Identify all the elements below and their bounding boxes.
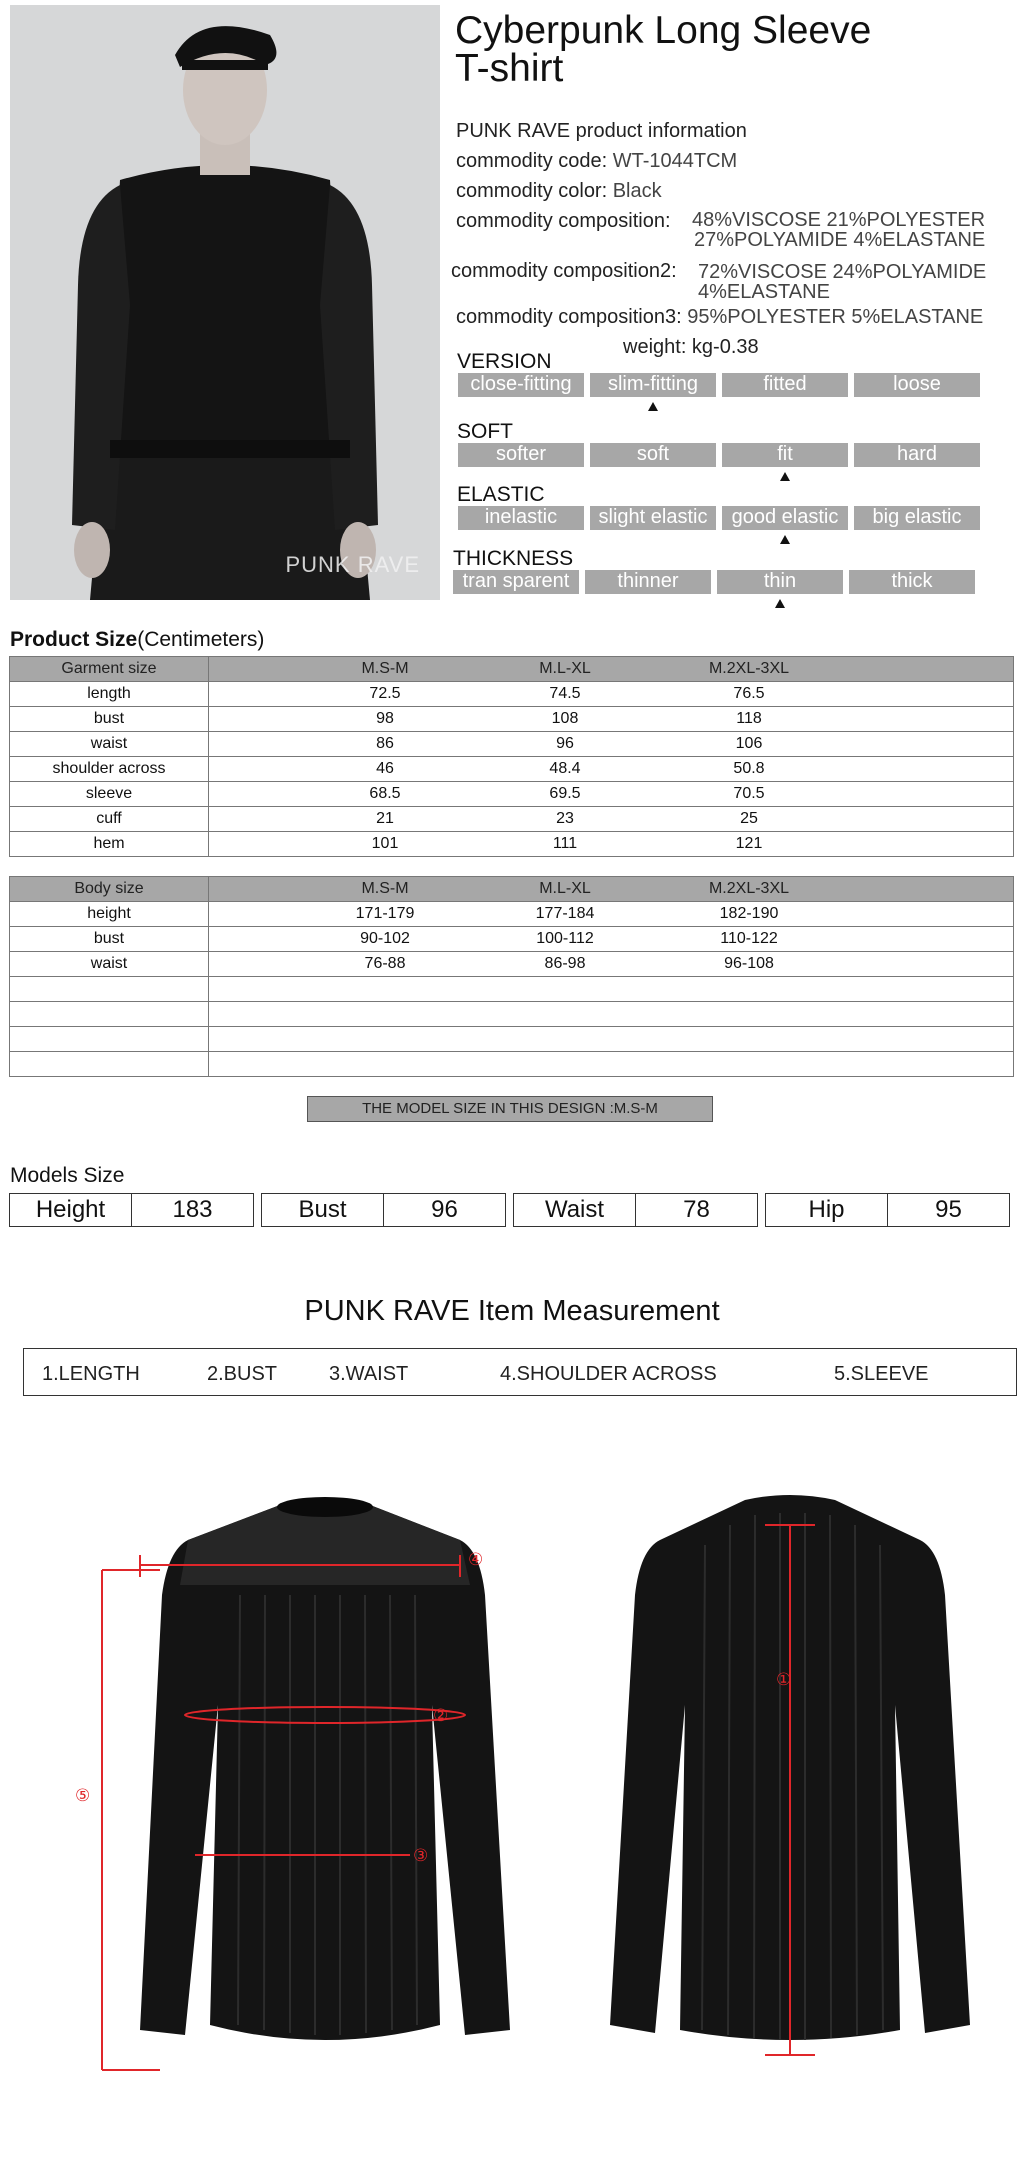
row-values <box>209 707 1014 732</box>
commodity-composition2-value: 72%VISCOSE 24%POLYAMIDE 4%ELASTANE <box>698 261 987 303</box>
elastic-label: ELASTIC <box>457 483 545 506</box>
marker-1-icon: ① <box>776 1670 792 1690</box>
soft-option: hard <box>854 443 980 467</box>
thickness-label: THICKNESS <box>453 547 574 570</box>
version-scale <box>458 373 980 397</box>
cell-value: 48.4 <box>549 760 581 777</box>
table-row <box>10 807 1014 832</box>
cell-value: 171-179 <box>355 905 415 922</box>
brand-info: PUNK RAVE product information <box>456 120 747 142</box>
model-stat-value: 95 <box>887 1194 1009 1226</box>
cell-value: 108 <box>551 710 579 727</box>
garment-size-header-label: Garment size <box>10 657 209 682</box>
row-label: cuff <box>10 807 209 832</box>
cell-value: 50.8 <box>733 760 765 777</box>
measurement-title: PUNK RAVE Item Measurement <box>304 1295 720 1327</box>
soft-label: SOFT <box>457 420 513 443</box>
selected-marker-icon <box>648 402 658 411</box>
commodity-code: commodity code: WT-1044TCM <box>456 150 738 172</box>
cell-value: 21 <box>376 810 394 827</box>
soft-scale <box>458 443 980 467</box>
measurement-item: 5.SLEEVE <box>834 1363 929 1385</box>
cell-value: 100-112 <box>536 930 594 947</box>
model-stat-label: Waist <box>544 1196 605 1223</box>
model-stat-label: Bust <box>298 1196 347 1223</box>
cell-value: 101 <box>371 835 399 852</box>
version-label: VERSION <box>457 350 552 373</box>
cell-value: 76-88 <box>364 955 406 972</box>
row-label: height <box>10 902 209 927</box>
table-row <box>10 952 1014 977</box>
cell-value: 68.5 <box>369 785 401 802</box>
cell-value: 72.5 <box>369 685 401 702</box>
row-values <box>209 1002 1014 1027</box>
cell-value: 110-122 <box>720 930 778 947</box>
product-weight: weight: kg-0.38 <box>623 336 759 358</box>
thickness-option: thick <box>849 570 975 594</box>
table-row <box>10 1002 1014 1027</box>
selected-marker-icon <box>780 472 790 481</box>
table-row <box>10 1027 1014 1052</box>
table-row <box>10 832 1014 857</box>
row-values <box>209 832 1014 857</box>
product-size-title: Product Size(Centimeters) <box>10 628 265 651</box>
size-column-header: M.2XL-3XL <box>708 880 790 897</box>
table-row <box>10 757 1014 782</box>
cell-value: 106 <box>735 735 763 752</box>
cell-value: 76.5 <box>733 685 765 702</box>
model-photo-illustration <box>10 5 440 600</box>
row-values <box>209 977 1014 1002</box>
version-option-selected: slim-fitting <box>590 373 716 397</box>
marker-4-icon: ④ <box>468 1550 484 1570</box>
commodity-composition: commodity composition: <box>456 210 671 232</box>
cell-value: 111 <box>552 835 578 852</box>
soft-option: softer <box>458 443 584 467</box>
model-hip <box>765 1193 1010 1227</box>
model-stat-value: 96 <box>383 1194 505 1226</box>
table-row <box>10 782 1014 807</box>
cell-value: 118 <box>736 710 762 727</box>
row-label: waist <box>10 732 209 757</box>
cell-value: 96 <box>556 735 574 752</box>
row-values <box>209 807 1014 832</box>
cell-value: 69.5 <box>549 785 581 802</box>
body-size-header-label: Body size <box>10 877 209 902</box>
table-row <box>10 707 1014 732</box>
measurement-legend <box>23 1348 1017 1396</box>
model-stat-value: 183 <box>131 1194 253 1226</box>
row-label: shoulder across <box>10 757 209 782</box>
model-stat-label: Height <box>35 1196 106 1223</box>
measurement-item: 4.SHOULDER ACROSS <box>500 1363 717 1385</box>
cell-value: 90-102 <box>360 930 410 947</box>
cell-value: 98 <box>376 710 394 727</box>
model-height <box>9 1193 254 1227</box>
model-stat-value: 78 <box>635 1194 757 1226</box>
thickness-option: tran sparent <box>453 570 579 594</box>
elastic-option: big elastic <box>854 506 980 530</box>
row-label <box>10 977 209 1002</box>
row-values <box>209 877 1014 902</box>
measurement-item: 3.WAIST <box>329 1363 409 1385</box>
row-label: bust <box>10 707 209 732</box>
models-size-title: Models Size <box>10 1164 125 1187</box>
cell-value: 177-184 <box>535 905 595 922</box>
version-option: fitted <box>722 373 848 397</box>
row-values <box>209 782 1014 807</box>
table-row <box>10 902 1014 927</box>
size-column-header: M.S-M <box>361 880 409 897</box>
garment-size-header-row <box>10 657 1014 682</box>
model-stat-label: Hip <box>808 1196 845 1223</box>
marker-3-icon: ③ <box>413 1846 429 1866</box>
row-label: sleeve <box>10 782 209 807</box>
selected-marker-icon <box>780 535 790 544</box>
cell-value: 86 <box>376 735 394 752</box>
cell-value: 182-190 <box>719 905 779 922</box>
commodity-color: commodity color: Black <box>456 180 662 202</box>
model-bust <box>261 1193 506 1227</box>
row-label <box>10 1052 209 1077</box>
table-row <box>10 927 1014 952</box>
body-size-header-row <box>10 877 1014 902</box>
row-values <box>209 682 1014 707</box>
cell-value: 74.5 <box>549 685 581 702</box>
soft-option-selected: fit <box>722 443 848 467</box>
elastic-option: inelastic <box>458 506 584 530</box>
row-label: length <box>10 682 209 707</box>
measurement-item: 1.LENGTH <box>42 1363 140 1385</box>
model-photo <box>10 5 440 600</box>
row-values <box>209 757 1014 782</box>
table-row <box>10 977 1014 1002</box>
product-title: Cyberpunk Long Sleeve T-shirt <box>455 9 872 90</box>
version-option: loose <box>854 373 980 397</box>
product-size-table <box>9 656 1014 857</box>
photo-watermark: PUNK RAVE <box>285 552 420 577</box>
row-values <box>209 1027 1014 1052</box>
row-values <box>209 657 1014 682</box>
table-row <box>10 682 1014 707</box>
size-column-header: M.L-XL <box>539 660 591 677</box>
size-column-header: M.2XL-3XL <box>708 660 790 677</box>
marker-2-icon: ② <box>433 1706 449 1726</box>
measurement-item: 2.BUST <box>207 1363 278 1385</box>
marker-5-icon: ⑤ <box>75 1786 91 1806</box>
body-size-table <box>9 876 1014 1077</box>
row-label: waist <box>10 952 209 977</box>
size-column-header: M.L-XL <box>539 880 591 897</box>
model-size-note: THE MODEL SIZE IN THIS DESIGN :M.S-M <box>307 1096 713 1122</box>
row-values <box>209 732 1014 757</box>
measurement-diagram <box>40 1485 1000 2120</box>
row-label <box>10 1002 209 1027</box>
selected-marker-icon <box>775 599 785 608</box>
elastic-scale <box>458 506 980 530</box>
cell-value: 46 <box>376 760 394 777</box>
commodity-composition3: commodity composition3: 95%POLYESTER 5%ELASTANE <box>456 306 984 328</box>
row-values <box>209 927 1014 952</box>
garment-front <box>140 1497 510 2040</box>
row-values <box>209 1052 1014 1077</box>
soft-option: soft <box>590 443 716 467</box>
models-size-grid <box>9 1193 1010 1227</box>
elastic-option: slight elastic <box>590 506 716 530</box>
table-row <box>10 732 1014 757</box>
cell-value: 121 <box>735 835 763 852</box>
thickness-option: thinner <box>585 570 711 594</box>
elastic-option-selected: good elastic <box>722 506 848 530</box>
thickness-scale <box>453 570 975 594</box>
row-label: hem <box>10 832 209 857</box>
row-label: bust <box>10 927 209 952</box>
cell-value: 96-108 <box>724 955 774 972</box>
cell-value: 70.5 <box>733 785 765 802</box>
version-option: close-fitting <box>458 373 584 397</box>
thickness-option-selected: thin <box>717 570 843 594</box>
cell-value: 23 <box>556 810 574 827</box>
cell-value: 25 <box>740 810 758 827</box>
row-values <box>209 952 1014 977</box>
commodity-composition-value: 48%VISCOSE 21%POLYESTER 27%POLYAMIDE 4%ELASTANE <box>692 209 986 251</box>
commodity-composition2: commodity composition2: <box>451 260 677 282</box>
row-label <box>10 1027 209 1052</box>
table-row <box>10 1052 1014 1077</box>
size-column-header: M.S-M <box>361 660 409 677</box>
row-values <box>209 902 1014 927</box>
model-waist <box>513 1193 758 1227</box>
cell-value: 86-98 <box>544 955 586 972</box>
